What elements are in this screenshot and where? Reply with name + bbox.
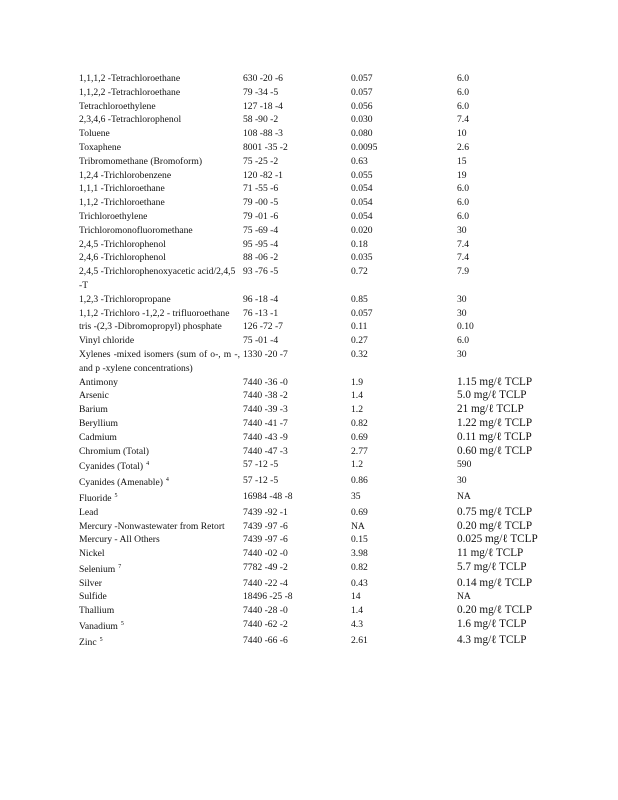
constituent-name-text: 2,3,4,6 -Tetrachlorophenol bbox=[79, 114, 182, 126]
wastewater-standard: 0.057 bbox=[351, 86, 373, 98]
wastewater-standard: 1.4 bbox=[351, 390, 363, 402]
nonwastewater-standard: 0.10 bbox=[457, 321, 474, 333]
wastewater-standard: 0.11 bbox=[351, 321, 368, 333]
cas-number: 7782 -49 -2 bbox=[243, 561, 288, 573]
table-row bbox=[79, 506, 557, 520]
cas-number: 7440 -39 -3 bbox=[243, 404, 288, 416]
cas-number: 108 -88 -3 bbox=[243, 128, 283, 140]
table-row bbox=[79, 389, 557, 403]
table-row bbox=[79, 72, 557, 86]
constituent-name bbox=[79, 238, 243, 252]
constituent-name bbox=[79, 210, 243, 224]
table-row bbox=[79, 127, 557, 141]
cas-number: 57 -12 -5 bbox=[243, 475, 279, 487]
nonwastewater-standard: 0.60 mg/ℓ TCLP bbox=[457, 444, 533, 457]
table-row bbox=[79, 376, 557, 390]
cas-number: 7440 -47 -3 bbox=[243, 445, 288, 457]
constituent-name-text: 1,1,2,2 -Tetrachloroethane bbox=[79, 86, 181, 98]
constituent-name bbox=[79, 417, 243, 431]
wastewater-standard: 0.27 bbox=[351, 335, 368, 347]
nonwastewater-standard: 2.6 bbox=[457, 141, 469, 153]
constituent-name bbox=[79, 265, 243, 293]
wastewater-standard: 0.056 bbox=[351, 100, 373, 112]
table-row bbox=[79, 547, 557, 561]
nonwastewater-standard: 7.4 bbox=[457, 252, 469, 264]
wastewater-standard: 0.057 bbox=[351, 307, 373, 319]
footnote-marker: 5 bbox=[99, 636, 103, 643]
constituent-name-text: Selenium bbox=[79, 563, 116, 575]
constituent-name-text: Trichloroethylene bbox=[79, 210, 148, 222]
cas-number: 75 -25 -2 bbox=[243, 155, 279, 167]
wastewater-standard: 0.030 bbox=[351, 114, 373, 126]
constituent-name bbox=[79, 155, 243, 169]
table-row bbox=[79, 561, 557, 577]
constituent-name bbox=[79, 604, 243, 618]
cas-number: 57 -12 -5 bbox=[243, 459, 279, 471]
wastewater-standard: 0.69 bbox=[351, 431, 368, 443]
cas-number: 7440 -28 -0 bbox=[243, 605, 288, 617]
nonwastewater-standard: 0.025 mg/ℓ TCLP bbox=[457, 533, 538, 546]
constituent-name bbox=[79, 618, 243, 634]
cas-number: 7439 -92 -1 bbox=[243, 506, 288, 518]
table-row bbox=[79, 265, 557, 293]
footnote-marker: 7 bbox=[118, 563, 122, 570]
cas-number: 7439 -97 -6 bbox=[243, 520, 288, 532]
constituent-name bbox=[79, 100, 243, 114]
cas-number: 95 -95 -4 bbox=[243, 238, 279, 250]
cas-number: 7440 -02 -0 bbox=[243, 548, 288, 560]
constituent-name-text: Thallium bbox=[79, 605, 115, 617]
constituent-name bbox=[79, 533, 243, 547]
constituent-name-text: 1,1,1,2 -Tetrachloroethane bbox=[79, 73, 181, 84]
constituent-name bbox=[79, 590, 243, 604]
table-row bbox=[79, 320, 557, 334]
table-row bbox=[79, 533, 557, 547]
constituent-name bbox=[79, 127, 243, 141]
constituent-name-text: 2,4,5 -Trichlorophenol bbox=[79, 238, 166, 250]
wastewater-standard: 2.61 bbox=[351, 634, 368, 646]
table-row bbox=[79, 196, 557, 210]
table-row bbox=[79, 577, 557, 591]
nonwastewater-standard: 1.22 mg/ℓ TCLP bbox=[457, 416, 533, 429]
table-row bbox=[79, 618, 557, 634]
constituent-name-text: 1,1,2 -Trichloro -1,2,2 - trifluoroethane bbox=[79, 307, 230, 319]
table-row bbox=[79, 490, 557, 506]
footnote-marker: 4 bbox=[146, 461, 150, 468]
constituent-name-text: Xylenes -mixed isomers (sum of o-, m -, and p -xylene concentrations) bbox=[79, 348, 240, 374]
wastewater-standard: 0.054 bbox=[351, 197, 373, 209]
table-row bbox=[79, 604, 557, 618]
wastewater-standard: 0.43 bbox=[351, 577, 368, 589]
wastewater-standard: 0.86 bbox=[351, 475, 368, 487]
cas-number: 8001 -35 -2 bbox=[243, 141, 288, 153]
constituent-name-text: Tribromomethane (Bromoform) bbox=[79, 155, 203, 167]
wastewater-standard: 0.054 bbox=[351, 210, 373, 222]
cas-number: 58 -90 -2 bbox=[243, 114, 279, 126]
constituent-name bbox=[79, 196, 243, 210]
wastewater-standard: 0.054 bbox=[351, 183, 373, 195]
constituent-name-text: Trichloromonofluoromethane bbox=[79, 224, 193, 236]
wastewater-standard: 1.4 bbox=[351, 605, 363, 617]
wastewater-standard: 0.82 bbox=[351, 561, 368, 573]
constituent-name-text: Sulfide bbox=[79, 591, 107, 603]
wastewater-standard: 0.69 bbox=[351, 506, 368, 518]
nonwastewater-standard: 590 bbox=[457, 459, 472, 471]
wastewater-standard: 4.3 bbox=[351, 619, 363, 631]
constituent-name bbox=[79, 577, 243, 591]
constituent-name-text: Toxaphene bbox=[79, 141, 121, 153]
cas-number: 93 -76 -5 bbox=[243, 266, 279, 278]
wastewater-standard: 1.9 bbox=[351, 376, 363, 388]
constituent-name-text: Vanadium bbox=[79, 621, 118, 633]
cas-number: 630 -20 -6 bbox=[243, 73, 283, 84]
constituent-name-text: Zinc bbox=[79, 636, 97, 648]
constituent-name bbox=[79, 169, 243, 183]
wastewater-standard: 0.057 bbox=[351, 73, 373, 84]
nonwastewater-standard: 30 bbox=[457, 224, 467, 236]
nonwastewater-standard: 10 bbox=[457, 128, 467, 140]
constituent-name bbox=[79, 474, 243, 490]
wastewater-standard: 0.020 bbox=[351, 224, 373, 236]
constituent-name bbox=[79, 634, 243, 650]
constituent-name bbox=[79, 293, 243, 307]
nonwastewater-standard: 0.75 mg/ℓ TCLP bbox=[457, 505, 533, 518]
wastewater-standard: 0.82 bbox=[351, 417, 368, 429]
treatment-standards-table bbox=[79, 72, 557, 650]
cas-number: 16984 -48 -8 bbox=[243, 490, 293, 502]
constituent-name-text: 2,4,6 -Trichlorophenol bbox=[79, 252, 166, 264]
nonwastewater-standard: 30 bbox=[457, 307, 467, 319]
table-row bbox=[79, 417, 557, 431]
wastewater-standard: 0.0095 bbox=[351, 141, 378, 153]
cas-number: 120 -82 -1 bbox=[243, 169, 283, 181]
constituent-name bbox=[79, 72, 243, 86]
nonwastewater-standard: 0.14 mg/ℓ TCLP bbox=[457, 576, 533, 589]
nonwastewater-standard: 6.0 bbox=[457, 86, 469, 98]
footnote-marker: 5 bbox=[114, 492, 118, 499]
constituent-name-text: Cadmium bbox=[79, 431, 117, 443]
constituent-name-text: 1,2,4 -Trichlorobenzene bbox=[79, 169, 172, 181]
constituent-name-text: 1,2,3 -Trichloropropane bbox=[79, 293, 171, 305]
nonwastewater-standard: 30 bbox=[457, 348, 467, 360]
wastewater-standard: 3.98 bbox=[351, 548, 368, 560]
table-row bbox=[79, 520, 557, 534]
table-row bbox=[79, 590, 557, 604]
nonwastewater-standard: 19 bbox=[457, 169, 467, 181]
cas-number: 126 -72 -7 bbox=[243, 321, 283, 333]
constituent-name bbox=[79, 376, 243, 390]
nonwastewater-standard: 1.6 mg/ℓ TCLP bbox=[457, 618, 527, 631]
constituent-name-text: Cyanides (Total) bbox=[79, 461, 144, 473]
table-row bbox=[79, 141, 557, 155]
constituent-name bbox=[79, 251, 243, 265]
constituent-name bbox=[79, 431, 243, 445]
constituent-name-text: 1,1,2 -Trichloroethane bbox=[79, 197, 165, 209]
wastewater-standard: 0.32 bbox=[351, 348, 368, 360]
table-row bbox=[79, 458, 557, 474]
table-row bbox=[79, 251, 557, 265]
constituent-name bbox=[79, 547, 243, 561]
table-row bbox=[79, 403, 557, 417]
constituent-name bbox=[79, 224, 243, 238]
cas-number: 7440 -62 -2 bbox=[243, 619, 288, 631]
nonwastewater-standard: 7.4 bbox=[457, 238, 469, 250]
wastewater-standard: 0.080 bbox=[351, 128, 373, 140]
nonwastewater-standard: 7.4 bbox=[457, 114, 469, 126]
nonwastewater-standard: 7.9 bbox=[457, 266, 469, 278]
constituent-name-text: Silver bbox=[79, 577, 102, 589]
table-row bbox=[79, 474, 557, 490]
nonwastewater-standard: 0.20 mg/ℓ TCLP bbox=[457, 604, 533, 617]
table-row bbox=[79, 182, 557, 196]
constituent-name bbox=[79, 403, 243, 417]
table-row bbox=[79, 210, 557, 224]
constituent-name-text: Antimony bbox=[79, 376, 118, 388]
constituent-name-text: Mercury -Nonwastewater from Retort bbox=[79, 520, 225, 532]
constituent-name bbox=[79, 520, 243, 534]
wastewater-standard: 0.055 bbox=[351, 169, 373, 181]
table-row bbox=[79, 334, 557, 348]
table-row bbox=[79, 348, 557, 376]
constituent-name-text: Nickel bbox=[79, 548, 105, 560]
cas-number: 7440 -66 -6 bbox=[243, 634, 288, 646]
constituent-name bbox=[79, 561, 243, 577]
constituent-name bbox=[79, 506, 243, 520]
cas-number: 75 -69 -4 bbox=[243, 224, 279, 236]
constituent-name bbox=[79, 141, 243, 155]
nonwastewater-standard: 6.0 bbox=[457, 210, 469, 222]
cas-number: 79 -01 -6 bbox=[243, 210, 279, 222]
cas-number: 7440 -41 -7 bbox=[243, 417, 288, 429]
nonwastewater-standard: 6.0 bbox=[457, 197, 469, 209]
constituent-name bbox=[79, 320, 243, 334]
table-row bbox=[79, 238, 557, 252]
nonwastewater-standard: 5.7 mg/ℓ TCLP bbox=[457, 560, 527, 573]
wastewater-standard: 35 bbox=[351, 490, 361, 502]
table-body bbox=[79, 72, 557, 650]
nonwastewater-standard: NA bbox=[457, 591, 471, 603]
constituent-name-text: tris -(2,3 -Dibromopropyl) phosphate bbox=[79, 321, 222, 333]
constituent-name bbox=[79, 334, 243, 348]
nonwastewater-standard: 15 bbox=[457, 155, 467, 167]
cas-number: 88 -06 -2 bbox=[243, 252, 279, 264]
constituent-name bbox=[79, 458, 243, 474]
constituent-name-text: Barium bbox=[79, 404, 108, 416]
nonwastewater-standard: 0.20 mg/ℓ TCLP bbox=[457, 519, 533, 532]
constituent-name-text: 1,1,1 -Trichloroethane bbox=[79, 183, 165, 195]
constituent-name-text: Fluoride bbox=[79, 492, 112, 504]
wastewater-standard: 0.035 bbox=[351, 252, 373, 264]
nonwastewater-standard: 30 bbox=[457, 475, 467, 487]
nonwastewater-standard: 11 mg/ℓ TCLP bbox=[457, 547, 524, 560]
table-row bbox=[79, 113, 557, 127]
cas-number: 96 -18 -4 bbox=[243, 293, 279, 305]
nonwastewater-standard: NA bbox=[457, 490, 471, 502]
constituent-name bbox=[79, 389, 243, 403]
table-row bbox=[79, 169, 557, 183]
cas-number: 7440 -38 -2 bbox=[243, 390, 288, 402]
nonwastewater-standard: 6.0 bbox=[457, 183, 469, 195]
wastewater-standard: 2.77 bbox=[351, 445, 368, 457]
constituent-name-text: Cyanides (Amenable) bbox=[79, 477, 163, 489]
constituent-name bbox=[79, 490, 243, 506]
nonwastewater-standard: 30 bbox=[457, 293, 467, 305]
nonwastewater-standard: 0.11 mg/ℓ TCLP bbox=[457, 430, 532, 443]
cas-number: 18496 -25 -8 bbox=[243, 591, 293, 603]
cas-number: 1330 -20 -7 bbox=[243, 348, 288, 360]
table-row bbox=[79, 100, 557, 114]
cas-number: 79 -34 -5 bbox=[243, 86, 279, 98]
wastewater-standard: 0.85 bbox=[351, 293, 368, 305]
constituent-name-text: Tetrachloroethylene bbox=[79, 100, 156, 112]
cas-number: 79 -00 -5 bbox=[243, 197, 279, 209]
constituent-name-text: Beryllium bbox=[79, 417, 118, 429]
nonwastewater-standard: 6.0 bbox=[457, 73, 469, 84]
table-row bbox=[79, 224, 557, 238]
constituent-name-text: Vinyl chloride bbox=[79, 335, 135, 347]
nonwastewater-standard: 6.0 bbox=[457, 100, 469, 112]
cas-number: 76 -13 -1 bbox=[243, 307, 279, 319]
cas-number: 7440 -43 -9 bbox=[243, 431, 288, 443]
wastewater-standard: NA bbox=[351, 520, 365, 532]
wastewater-standard: 14 bbox=[351, 591, 361, 603]
wastewater-standard: 1.2 bbox=[351, 459, 363, 471]
table-row bbox=[79, 86, 557, 100]
constituent-name bbox=[79, 86, 243, 100]
nonwastewater-standard: 6.0 bbox=[457, 335, 469, 347]
wastewater-standard: 0.15 bbox=[351, 534, 368, 546]
cas-number: 127 -18 -4 bbox=[243, 100, 283, 112]
constituent-name-text: Toluene bbox=[79, 128, 110, 140]
constituent-name-text: Chromium (Total) bbox=[79, 445, 149, 457]
table-row bbox=[79, 634, 557, 650]
constituent-name-text: 2,4,5 -Trichlorophenoxyacetic acid/2,4,5 -T bbox=[79, 266, 236, 291]
cas-number: 7439 -97 -6 bbox=[243, 534, 288, 546]
cas-number: 71 -55 -6 bbox=[243, 183, 279, 195]
cas-number: 7440 -36 -0 bbox=[243, 376, 288, 388]
constituent-name bbox=[79, 348, 243, 376]
wastewater-standard: 0.18 bbox=[351, 238, 368, 250]
table-row bbox=[79, 445, 557, 459]
table-row bbox=[79, 307, 557, 321]
cas-number: 75 -01 -4 bbox=[243, 335, 279, 347]
constituent-name bbox=[79, 445, 243, 459]
constituent-name-text: Mercury - All Others bbox=[79, 534, 160, 546]
wastewater-standard: 0.63 bbox=[351, 155, 368, 167]
nonwastewater-standard: 5.0 mg/ℓ TCLP bbox=[457, 389, 527, 402]
constituent-name bbox=[79, 182, 243, 196]
wastewater-standard: 0.72 bbox=[351, 266, 368, 278]
wastewater-standard: 1.2 bbox=[351, 404, 363, 416]
constituent-name-text: Arsenic bbox=[79, 390, 109, 402]
nonwastewater-standard: 4.3 mg/ℓ TCLP bbox=[457, 633, 527, 646]
constituent-name bbox=[79, 113, 243, 127]
table-row bbox=[79, 431, 557, 445]
constituent-name-text: Lead bbox=[79, 506, 99, 518]
footnote-marker: 4 bbox=[165, 477, 169, 484]
table-row bbox=[79, 293, 557, 307]
constituent-name bbox=[79, 307, 243, 321]
nonwastewater-standard: 21 mg/ℓ TCLP bbox=[457, 403, 524, 416]
table-row bbox=[79, 155, 557, 169]
cas-number: 7440 -22 -4 bbox=[243, 577, 288, 589]
nonwastewater-standard: 1.15 mg/ℓ TCLP bbox=[457, 375, 533, 388]
footnote-marker: 5 bbox=[120, 621, 124, 628]
